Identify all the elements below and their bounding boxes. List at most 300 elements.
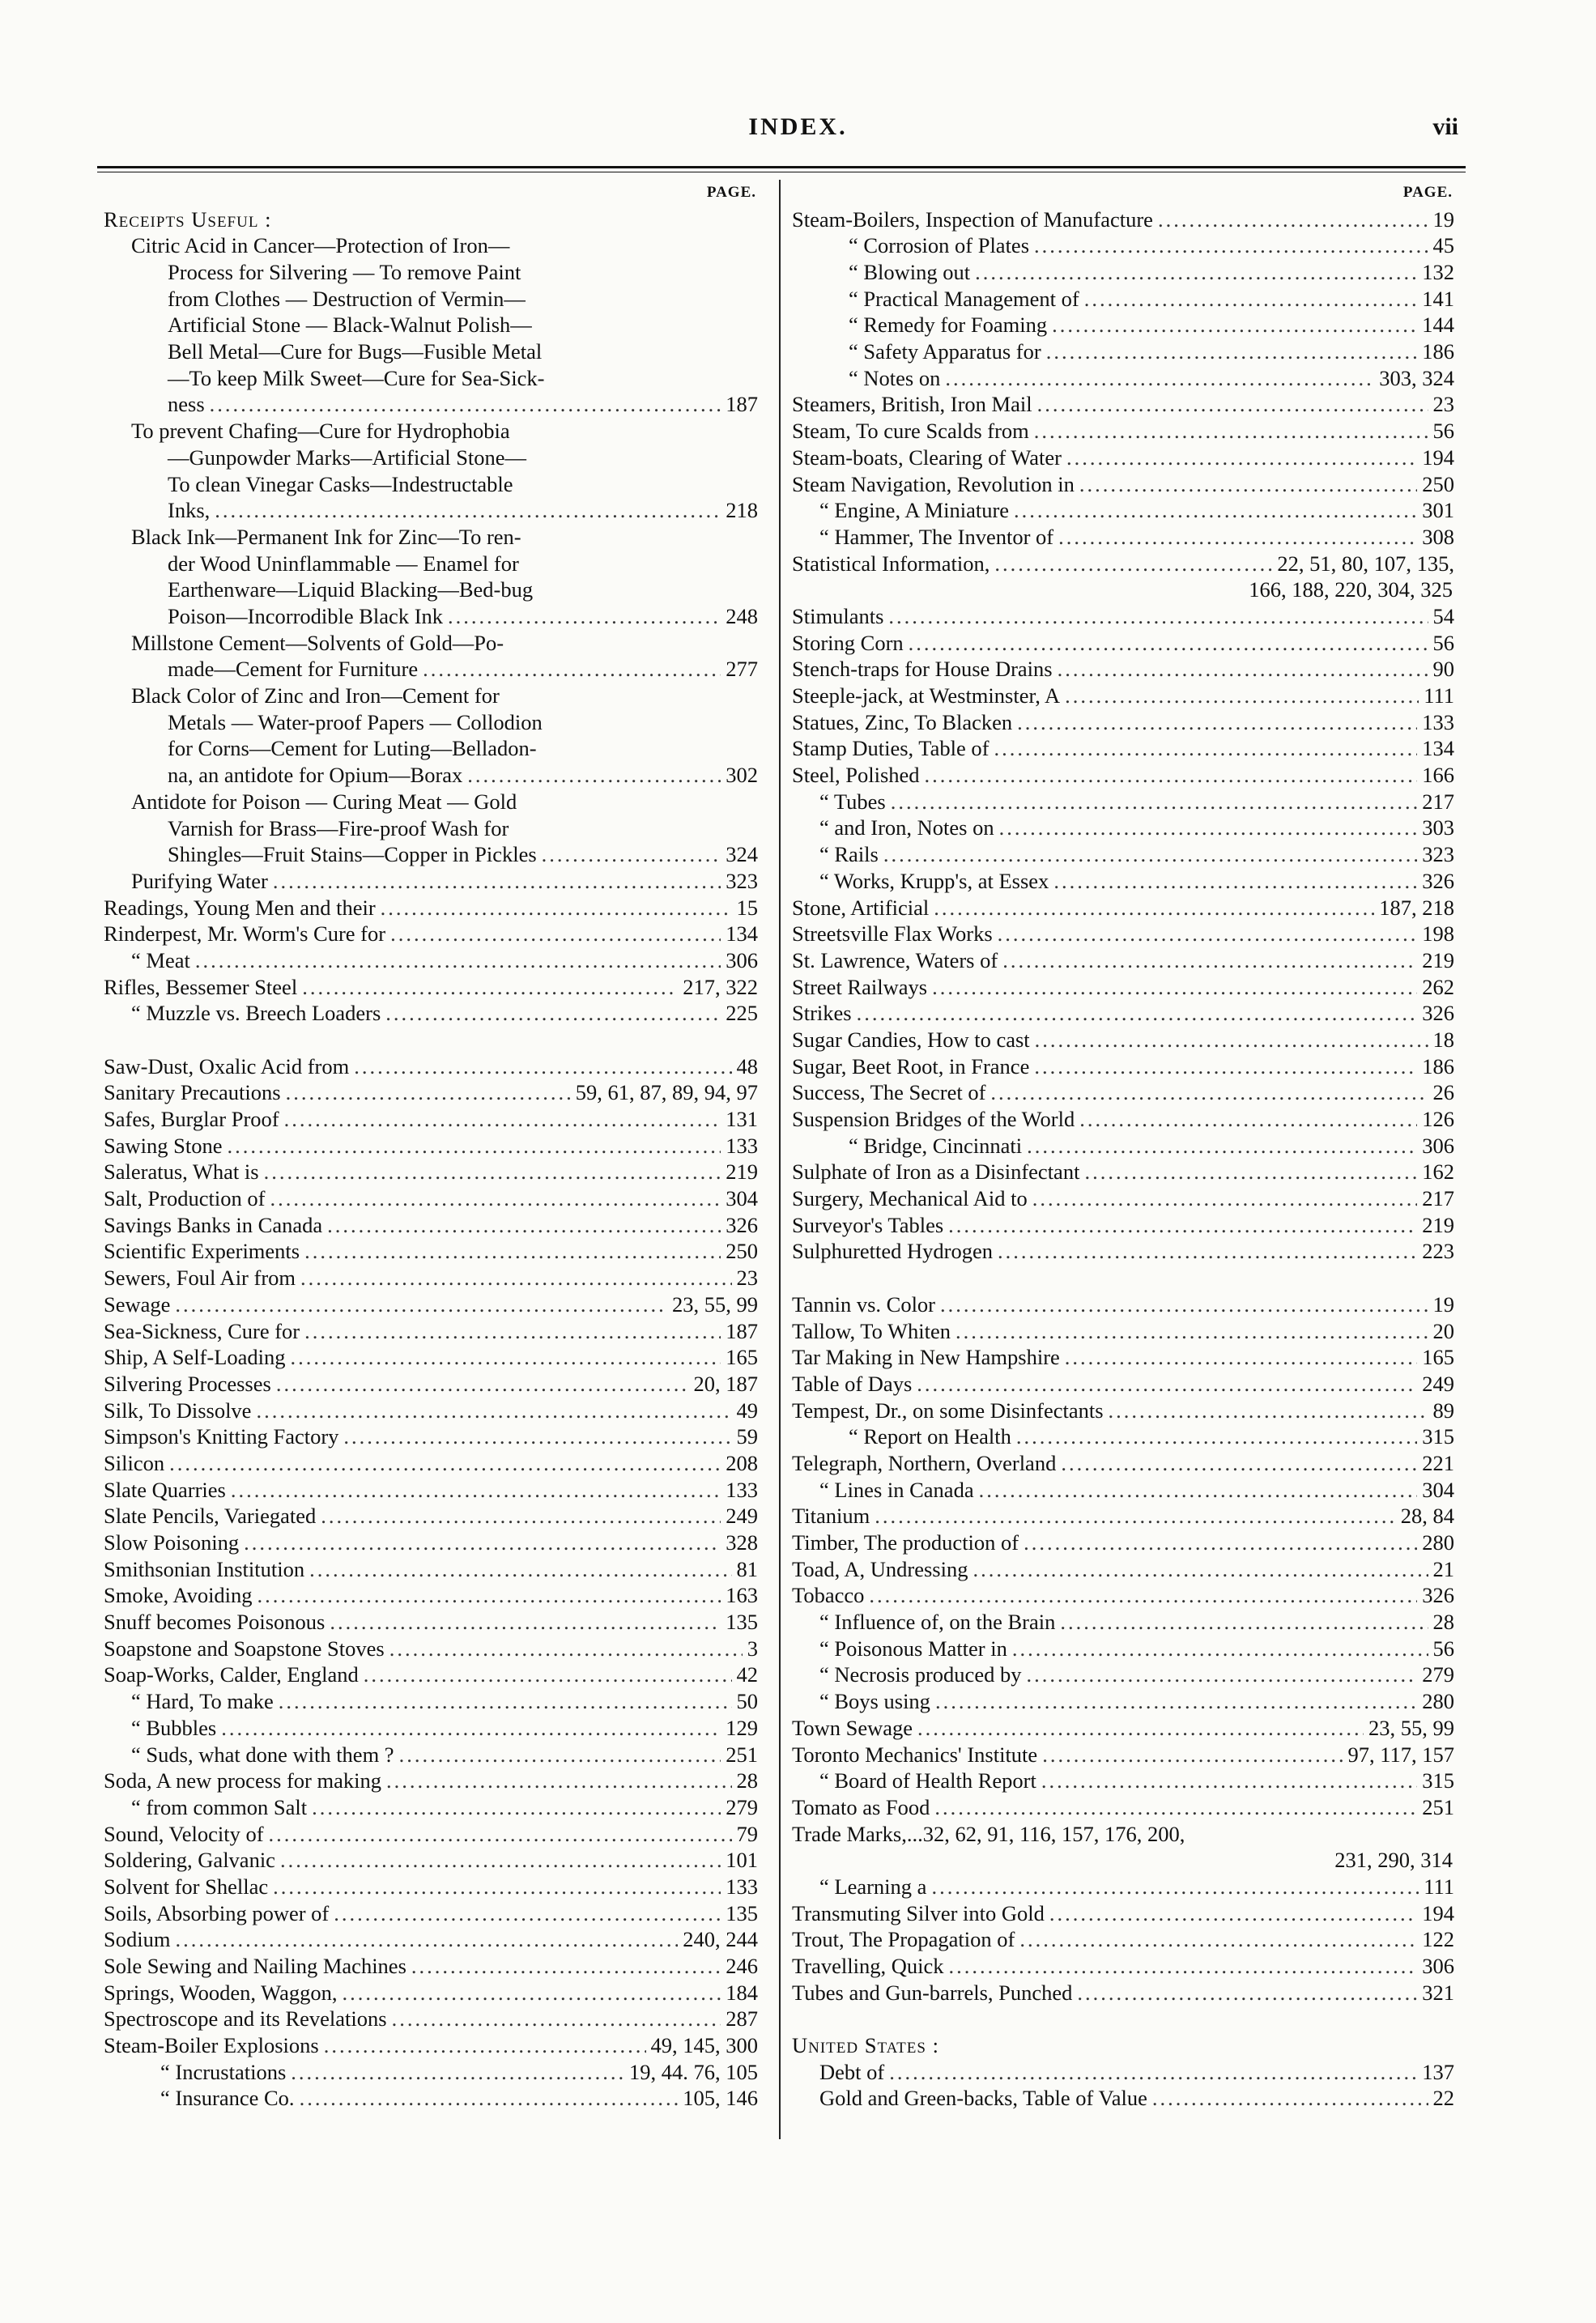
index-entry [131, 762, 758, 789]
leader-dots [286, 1079, 571, 1106]
entry-pages: 144 [1422, 313, 1454, 338]
entry-pages: 279 [1422, 1662, 1454, 1687]
page-column-heading: PAGE. [706, 184, 756, 201]
entry-text-line: —Gunpowder Marks—Artificial Stone— [168, 445, 527, 470]
entry-pages: 287 [726, 2006, 758, 2032]
entry-pages: 126 [1422, 1107, 1454, 1132]
entry-text: Trout, The Propagation of [792, 1927, 1015, 1952]
entry-text: Saw-Dust, Oxalic Acid from [104, 1053, 350, 1079]
entry-text: “ Tubes [819, 789, 886, 814]
entry-text: Surveyor's Tables [792, 1212, 944, 1237]
entry-pages: 246 [726, 1954, 758, 1979]
index-entry [104, 1794, 758, 1821]
leader-dots [269, 1821, 732, 1848]
entry-pages: 303, 324 [1379, 365, 1454, 390]
entry-pages: 249 [726, 1504, 758, 1529]
entry-pages: 321 [1422, 1980, 1454, 2005]
index-entry [104, 1688, 758, 1715]
leader-dots [1079, 1106, 1417, 1133]
entry-pages: 280 [1422, 1530, 1454, 1555]
index-entry [104, 1239, 758, 1266]
leader-dots [300, 1265, 731, 1291]
index-entry [104, 1900, 758, 1927]
index-entry [792, 497, 1454, 524]
entry-text: Titanium [792, 1504, 870, 1529]
index-entry [792, 921, 1454, 947]
leader-dots [934, 1794, 1417, 1821]
entry-text: “ Insurance Co. [160, 2086, 295, 2111]
index-entry [792, 1027, 1454, 1053]
leader-dots [1077, 1980, 1417, 2006]
entry-text: Sodium [104, 1927, 171, 1952]
entry-text-line: To clean Vinegar Casks—Indestructable [168, 471, 513, 496]
leader-dots [467, 762, 721, 789]
leader-dots [1027, 1133, 1417, 1159]
index-entry [104, 2032, 758, 2059]
index-entry [104, 1609, 758, 1636]
entry-pages: 133 [726, 1477, 758, 1502]
index-entry [792, 1291, 1454, 1318]
entry-text-line: Earthenware—Liquid Blacking—Bed-bug [168, 577, 534, 602]
leader-dots [279, 1688, 732, 1715]
entry-text: Streetsville Flax Works [792, 921, 993, 947]
entry-text-line: der Wood Uninflammable — Enamel for [168, 551, 519, 576]
leader-dots [1065, 1344, 1417, 1371]
entry-text-line: Black Ink—Permanent Ink for Zinc—To ren- [131, 524, 521, 549]
leader-dots [257, 1582, 721, 1609]
leader-dots [389, 1636, 743, 1662]
entry-pages: 19, 44. 76, 105 [629, 2059, 758, 2084]
entry-pages: 111 [1424, 1874, 1454, 1899]
receipt-entry [104, 232, 758, 418]
entry-text: Steamers, British, Iron Mail [792, 392, 1032, 417]
entry-text: Tannin vs. Color [792, 1291, 936, 1317]
index-entry [104, 1477, 758, 1504]
entry-pages: 42 [736, 1662, 758, 1687]
entry-text: Soap-Works, Calder, England [104, 1662, 359, 1687]
entry-text: Sound, Velocity of [104, 1821, 264, 1846]
index-column-left [104, 180, 758, 2112]
entry-text: Silicon [104, 1450, 165, 1475]
leader-dots [302, 974, 678, 1001]
index-entry [792, 1079, 1454, 1106]
index-entry [792, 2059, 1454, 2086]
entry-pages: 217 [1422, 789, 1454, 814]
entry-pages: 59 [736, 1424, 758, 1449]
entry-pages: 22, 51, 80, 107, 135, [1277, 551, 1454, 576]
index-entry [792, 1239, 1454, 1266]
leader-dots [256, 1398, 731, 1424]
leader-dots [342, 1980, 721, 2006]
entry-pages: 163 [726, 1583, 758, 1608]
index-entry [104, 1980, 758, 2006]
entry-pages: 162 [1422, 1159, 1454, 1185]
index-entry [792, 1874, 1454, 1900]
entry-text: Spectroscope and its Revelations [104, 2006, 387, 2032]
entry-pages: 23 [1432, 392, 1454, 417]
running-head [0, 113, 1596, 154]
leader-dots [1037, 391, 1428, 418]
leader-dots [1034, 232, 1428, 259]
entry-pages: 187 [726, 392, 758, 417]
entry-pages: 19 [1432, 1291, 1454, 1317]
entry-text: Saleratus, What is [104, 1159, 259, 1185]
entry-text: Poison—Incorrodible Black Ink [168, 603, 444, 628]
entry-pages: 133 [1422, 709, 1454, 734]
entry-text: Suspension Bridges of the World [792, 1107, 1075, 1132]
leader-dots [1052, 312, 1417, 338]
entry-text: Telegraph, Northern, Overland [792, 1450, 1057, 1475]
index-entry [792, 1688, 1454, 1715]
entry-text: “ Works, Krupp's, at Essex [819, 868, 1049, 893]
entry-pages: 45 [1432, 233, 1454, 258]
entry-pages: 32, 62, 91, 116, 157, 176, 200, [922, 1821, 1185, 1846]
entry-text: Stench-traps for House Drains [792, 657, 1053, 682]
leader-dots [334, 1900, 721, 1927]
leader-dots [1024, 1530, 1417, 1556]
entry-text: Transmuting Silver into Gold [792, 1900, 1045, 1925]
index-entry [104, 1953, 758, 1980]
leader-dots [1079, 471, 1417, 498]
receipt-entry [104, 418, 758, 524]
index-entry [792, 656, 1454, 683]
entry-pages: 186 [1422, 339, 1454, 364]
entry-text: “ Report on Health [849, 1424, 1011, 1449]
leader-dots [998, 921, 1418, 947]
index-entry [792, 1821, 1454, 1848]
entry-text: “ Blowing out [849, 260, 971, 285]
entry-text-line: —To keep Milk Sweet—Cure for Sea-Sick- [168, 365, 545, 390]
entry-text: Soils, Absorbing power of [104, 1900, 330, 1925]
leader-dots [1035, 1027, 1428, 1053]
entry-pages: 304 [726, 1186, 758, 1211]
entry-pages: 28, 84 [1400, 1504, 1454, 1529]
entry-pages: 219 [1422, 1212, 1454, 1237]
entry-pages: 251 [726, 1742, 758, 1767]
leader-dots [291, 2059, 624, 2086]
leader-dots [423, 656, 721, 683]
entry-pages: 217 [1422, 1186, 1454, 1211]
entry-pages: 306 [1422, 1133, 1454, 1158]
leader-dots [291, 1344, 721, 1371]
entry-text: Statistical Information, [792, 551, 990, 576]
leader-dots [221, 1715, 721, 1742]
entry-text: “ Muzzle vs. Breech Loaders [131, 1001, 381, 1026]
entries-st-group [792, 603, 1454, 1265]
entry-pages: 165 [1422, 1345, 1454, 1370]
entry-text: Gold and Green-backs, Table of Value [819, 2086, 1147, 2111]
entry-text: “ Remedy for Foaming [849, 313, 1048, 338]
page-title: INDEX. [748, 113, 848, 140]
page-number: vii [1432, 113, 1458, 140]
entry-text: Readings, Young Men and their [104, 895, 376, 920]
leader-dots [244, 1530, 721, 1556]
leader-dots [891, 789, 1418, 815]
entry-pages: 326 [1422, 1583, 1454, 1608]
leader-dots [857, 1000, 1418, 1027]
entry-text: Soda, A new process for making [104, 1768, 381, 1793]
entry-pages: 141 [1422, 286, 1454, 311]
leader-dots [998, 1238, 1417, 1265]
index-entry [104, 1636, 758, 1662]
leader-dots [385, 1000, 721, 1027]
entry-text: Shingles—Fruit Stains—Copper in Pickles [168, 842, 537, 867]
entry-pages: 166 [1422, 763, 1454, 788]
entry-pages-continued: 231, 290, 314 [1334, 1848, 1453, 1873]
index-entry [104, 1556, 758, 1583]
index-entry [104, 895, 758, 921]
entry-pages: 328 [726, 1530, 758, 1555]
index-entry [104, 1291, 758, 1318]
entry-text: Sewers, Foul Air from [104, 1266, 296, 1291]
index-entry [792, 1344, 1454, 1371]
index-entry [104, 1398, 758, 1424]
entry-pages: 23, 55, 99 [1368, 1715, 1454, 1740]
entry-text: “ Hard, To make [131, 1689, 274, 1714]
entry-text: Tubes and Gun-barrels, Punched [792, 1980, 1073, 2005]
index-entry [792, 206, 1454, 233]
entry-text: Solvent for Shellac [104, 1874, 269, 1899]
entry-pages: 90 [1432, 657, 1454, 682]
entry-text: Debt of [819, 2059, 885, 2084]
entry-text-line: Black Color of Zinc and Iron—Cement for [131, 683, 500, 708]
entry-text: St. Lawrence, Waters of [792, 947, 998, 972]
leader-dots [1058, 656, 1428, 683]
entry-pages: 97, 117, 157 [1347, 1742, 1454, 1767]
receipt-entry [104, 630, 758, 683]
index-entry [792, 259, 1454, 286]
entry-pages: 135 [726, 1610, 758, 1635]
entry-text: Salt, Production of [104, 1186, 266, 1211]
leader-dots [1084, 286, 1418, 313]
entry-pages: 137 [1422, 2059, 1454, 2084]
entry-text: Steeple-jack, at Westminster, A [792, 683, 1061, 708]
entry-pages: 248 [726, 603, 758, 628]
leader-dots [1066, 445, 1417, 471]
index-entry [104, 1079, 758, 1106]
entry-text: Stone, Artificial [792, 895, 930, 920]
entry-pages: 23 [736, 1266, 758, 1291]
entry-pages: 302 [726, 763, 758, 788]
entry-pages: 133 [726, 1874, 758, 1899]
entry-pages: 79 [736, 1821, 758, 1846]
index-entry [792, 286, 1454, 313]
leader-dots [888, 603, 1428, 630]
entry-text: “ Meat [131, 947, 190, 972]
entry-text: Silvering Processes [104, 1371, 271, 1396]
entry-text: Tomato as Food [792, 1794, 930, 1819]
entry-text: Stimulants [792, 603, 884, 628]
leader-dots [399, 1742, 721, 1768]
entry-pages: 306 [1422, 1954, 1454, 1979]
entry-text: “ Lines in Canada [819, 1477, 974, 1502]
leader-dots [1060, 1609, 1428, 1636]
entry-pages: 111 [1424, 683, 1454, 708]
leader-dots [948, 1953, 1417, 1980]
index-entry [104, 947, 758, 974]
index-entry [792, 868, 1454, 895]
index-entry [104, 1000, 758, 1027]
leader-dots [932, 974, 1417, 1001]
entry-pages: 187, 218 [1379, 895, 1454, 920]
entry-text: “ Notes on [849, 365, 941, 390]
entry-pages: 15 [736, 895, 758, 920]
entry-text: “ Poisonous Matter in [819, 1636, 1007, 1661]
index-entry [792, 418, 1454, 445]
leader-dots [330, 1609, 721, 1636]
entry-text: Statues, Zinc, To Blacken [792, 709, 1013, 734]
entry-text: Safes, Burglar Proof [104, 1107, 279, 1132]
entry-pages: 28 [1432, 1610, 1454, 1635]
index-entry [792, 630, 1454, 657]
entry-text: Sole Sewing and Nailing Machines [104, 1954, 406, 1979]
entry-pages: 240, 244 [683, 1927, 758, 1952]
entry-pages-continued: 166, 188, 220, 304, 325 [1249, 577, 1453, 602]
index-entry [792, 1185, 1454, 1212]
entry-text: “ from common Salt [131, 1794, 308, 1819]
entry-pages: 301 [1422, 498, 1454, 523]
entry-text: “ Rails [819, 842, 879, 867]
entry-text: Tempest, Dr., on some Disinfectants [792, 1398, 1104, 1423]
receipt-entry [104, 789, 758, 868]
entries-t-group [792, 1291, 1454, 1821]
entry-text: “ Bridge, Cincinnati [849, 1133, 1023, 1158]
entry-text: Town Sewage [792, 1715, 913, 1740]
leader-dots [1019, 1926, 1417, 1953]
index-entry [104, 1265, 758, 1291]
leader-dots [931, 1874, 1419, 1900]
entry-pages: 315 [1422, 1768, 1454, 1793]
index-entry [792, 709, 1454, 736]
leader-dots [1016, 1423, 1417, 1450]
entry-pages: 326 [1422, 868, 1454, 893]
leader-dots [228, 1133, 721, 1159]
leader-dots [381, 895, 732, 921]
leader-dots [973, 1556, 1428, 1583]
receipt-entry [104, 683, 758, 789]
entry-pages: 133 [726, 1133, 758, 1158]
leader-dots [284, 1106, 721, 1133]
entry-pages: 81 [736, 1556, 758, 1581]
leader-dots [979, 1477, 1418, 1504]
entry-pages: 218 [726, 498, 758, 523]
index-entry [104, 1159, 758, 1185]
entry-text: Rinderpest, Mr. Worm's Cure for [104, 921, 386, 947]
entry-text: Inks, [168, 498, 211, 523]
entry-pages: 56 [1432, 419, 1454, 444]
leader-dots [875, 1503, 1396, 1530]
leader-dots [273, 1874, 721, 1900]
entry-text: Steam Navigation, Revolution in [792, 471, 1075, 496]
index-entry [792, 1212, 1454, 1239]
leader-dots [999, 815, 1418, 841]
index-entry [792, 1926, 1454, 1953]
entry-text: Street Railways [792, 974, 928, 999]
leader-dots [917, 1371, 1417, 1398]
entry-text: “ Bubbles [131, 1715, 217, 1740]
entry-pages: 326 [1422, 1001, 1454, 1026]
index-entry [792, 1000, 1454, 1027]
entry-pages: 19 [1432, 206, 1454, 232]
index-entry [792, 974, 1454, 1001]
index-entry [792, 895, 1454, 921]
entry-pages: 131 [726, 1107, 758, 1132]
index-entry [792, 551, 1454, 577]
leader-dots [324, 2032, 646, 2059]
leader-dots [925, 762, 1418, 789]
index-entry [104, 1106, 758, 1133]
entry-pages: 23, 55, 99 [672, 1291, 758, 1317]
column-divider [779, 180, 781, 2139]
leader-dots [231, 1477, 721, 1504]
leader-dots [1152, 2085, 1428, 2112]
leader-dots [327, 1212, 721, 1239]
leader-dots [210, 391, 721, 418]
header-rule-thick [97, 166, 1466, 168]
index-entry [104, 974, 758, 1001]
leader-dots [940, 1291, 1428, 1318]
entry-pages: 323 [726, 868, 758, 893]
index-entry [104, 1503, 758, 1530]
leader-dots [304, 1238, 721, 1265]
entry-text-line: Bell Metal—Cure for Bugs—Fusible Metal [168, 339, 543, 364]
entry-text: Sugar Candies, How to cast [792, 1027, 1030, 1052]
index-entry [792, 1900, 1454, 1927]
entry-pages: 20 [1432, 1318, 1454, 1343]
entry-pages: 3 [747, 1636, 758, 1661]
index-entry [792, 1450, 1454, 1477]
page-column-heading: PAGE. [1402, 184, 1453, 201]
index-entry [104, 1371, 758, 1398]
entry-pages: 323 [1422, 842, 1454, 867]
index-entry [792, 312, 1454, 338]
group-gap [792, 1265, 1454, 1291]
index-entry [792, 1715, 1454, 1742]
index-entry [792, 524, 1454, 551]
leader-dots [354, 1053, 731, 1080]
index-entry [131, 841, 758, 868]
index-entry [792, 1636, 1454, 1662]
leader-dots [909, 630, 1428, 657]
entry-pages: 219 [1422, 947, 1454, 972]
entry-text-line: To prevent Chafing—Cure for Hydrophobia [131, 419, 510, 444]
entry-text: Toronto Mechanics' Institute [792, 1742, 1038, 1767]
entry-pages: 217, 322 [683, 974, 758, 999]
index-entry [104, 1530, 758, 1556]
entry-pages: 184 [726, 1980, 758, 2005]
leader-dots [1049, 1900, 1417, 1927]
group-gap [792, 2006, 1454, 2032]
index-entry [792, 1609, 1454, 1636]
entry-text: Sewage [104, 1291, 171, 1317]
entry-text-line: from Clothes — Destruction of Vermin— [168, 286, 526, 311]
leader-dots [1041, 1768, 1417, 1794]
index-entry [104, 1053, 758, 1080]
leader-dots [1158, 206, 1428, 233]
leader-dots [1017, 709, 1417, 736]
index-entry [792, 947, 1454, 974]
entry-text: Simpson's Knitting Factory [104, 1424, 339, 1449]
entry-pages: 49 [736, 1398, 758, 1423]
entry-pages: 221 [1422, 1450, 1454, 1475]
index-entry [792, 1159, 1454, 1185]
entry-pages: 277 [726, 657, 758, 682]
leader-dots [935, 1688, 1417, 1715]
entry-pages: 134 [726, 921, 758, 947]
index-entry [792, 789, 1454, 815]
entry-pages: 50 [736, 1689, 758, 1714]
entry-text: Snuff becomes Poisonous [104, 1610, 326, 1635]
